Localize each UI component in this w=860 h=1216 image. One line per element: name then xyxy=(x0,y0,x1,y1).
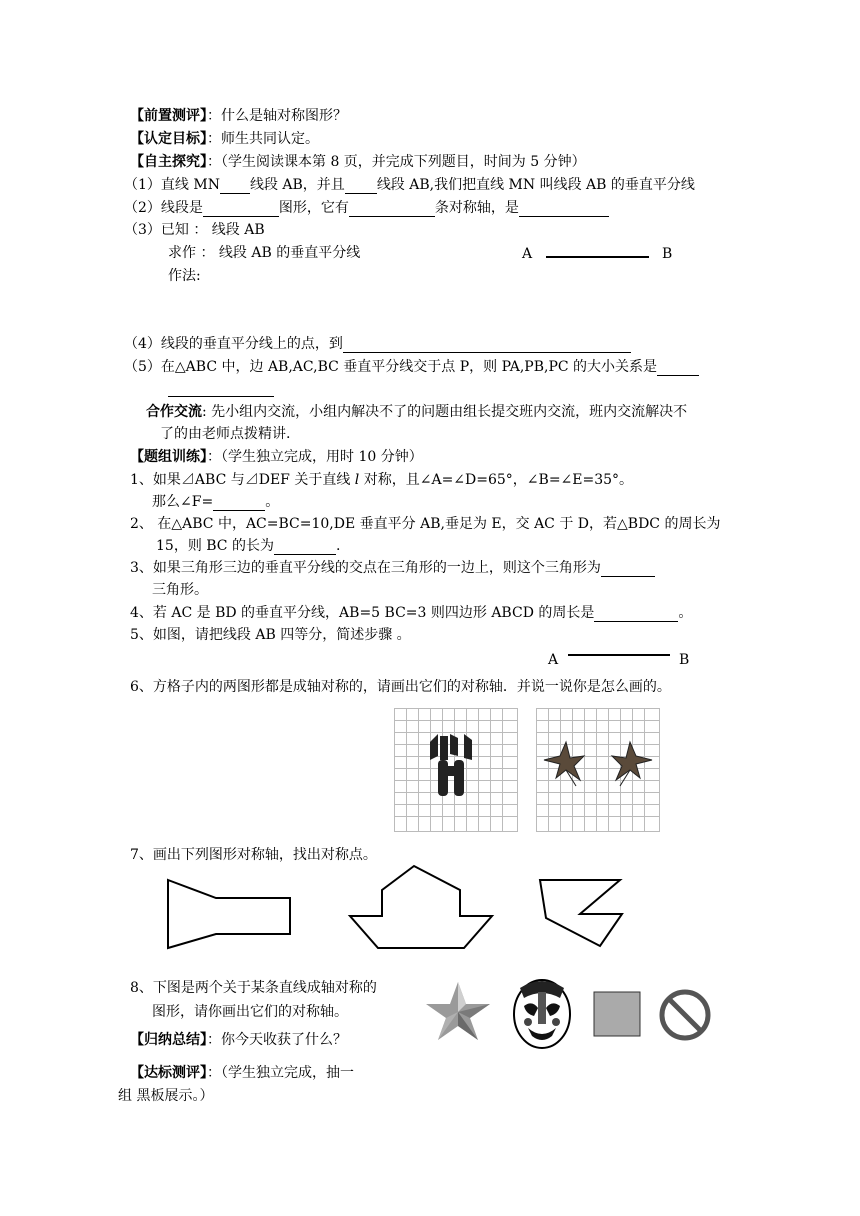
opera-mask-icon xyxy=(514,980,570,1048)
grid-figure-left xyxy=(394,708,518,832)
e3-point-b: B xyxy=(662,246,673,262)
explore-item-1 xyxy=(124,176,695,194)
e3-given: （3）已知 ： 线段 AB xyxy=(124,222,265,238)
e1-text-b: 线段 AB，并且 xyxy=(249,177,345,193)
blank[interactable] xyxy=(657,361,699,376)
q7-figures xyxy=(160,862,660,952)
q1-text-d: 。 xyxy=(265,494,280,510)
explore-item-5 xyxy=(124,358,699,376)
goal-label: 【认定目标】 xyxy=(130,131,207,147)
prohibition-icon xyxy=(662,992,708,1038)
train-text: ：（学生独立完成，用时 10 分钟） xyxy=(207,449,423,465)
q3-text-a: 3、如果三角形三边的垂直平分线的交点在三角形的一边上，则这个三角形为 xyxy=(130,560,601,576)
e4-text: （4）线段的垂直平分线上的点，到 xyxy=(124,336,343,352)
e2-text-a: （2）线段是 xyxy=(124,200,203,216)
segment-ab xyxy=(546,256,649,258)
goal-text: ：师生共同认定。 xyxy=(207,131,319,147)
test-line-2: 组 黑板展示。） xyxy=(118,1088,214,1104)
blank[interactable] xyxy=(213,496,265,511)
segment-ab-q5 xyxy=(568,654,670,656)
blank[interactable] xyxy=(203,202,279,217)
grid-figure-right xyxy=(536,708,660,832)
q1-line-l: l xyxy=(354,472,360,488)
explore-text: ：（学生阅读课本第 8 页，并完成下列题目，时间为 5 分钟） xyxy=(207,154,586,170)
test-label: 【达标测评】 xyxy=(130,1065,207,1081)
e3-construct: 求作 ： 线段 AB 的垂直平分线 xyxy=(168,245,361,261)
blank[interactable] xyxy=(274,540,336,555)
q2-line: 2、 在△ABC 中，AC=BC=10,DE 垂直平分 AB,垂足为 E，交 AC 于 D，若△BDC 的周长为 xyxy=(130,516,721,532)
q8-line: 8、下图是两个关于某条直线成轴对称的 xyxy=(130,980,377,996)
summary-label: 【归纳总结】 xyxy=(130,1032,207,1048)
q3-line-2: 三角形。 xyxy=(152,582,208,598)
blank[interactable] xyxy=(345,179,377,194)
preview-label: 【前置测评】 xyxy=(130,108,207,124)
explore-item-2 xyxy=(124,199,609,217)
explore-item-4 xyxy=(124,335,631,353)
q7-shape-3 xyxy=(540,880,622,946)
q5-point-a: A xyxy=(548,652,559,668)
blank[interactable] xyxy=(519,202,609,217)
q2-line-2 xyxy=(156,537,340,555)
star-icon xyxy=(426,982,490,1040)
q7-shape-1 xyxy=(168,880,290,948)
summary-text: ：你今天收获了什么？ xyxy=(207,1032,347,1048)
q4-text-b: 。 xyxy=(678,605,693,621)
q7-line: 7、画出下列图形对称轴，找出对称点。 xyxy=(130,847,377,863)
summary-line xyxy=(130,1031,347,1049)
q4-line xyxy=(130,604,692,622)
q1-text-c: 那么∠F= xyxy=(152,494,214,510)
explore-line xyxy=(130,153,586,171)
square-icon xyxy=(594,992,640,1036)
test-line xyxy=(130,1064,354,1082)
e2-text-c: 条对称轴，是 xyxy=(434,200,519,216)
coop-line-2: 了的由老师点拨精讲. xyxy=(160,426,291,442)
q3-line xyxy=(130,559,655,577)
blank[interactable] xyxy=(594,607,678,622)
e1-text-c: 线段 AB,我们把直线 MN 叫线段 AB 的垂直平分线 xyxy=(376,177,695,193)
test-text: ：（学生独立完成，抽一 xyxy=(207,1065,354,1081)
preview-line xyxy=(130,107,347,125)
blank[interactable] xyxy=(349,202,435,217)
q1-line-2 xyxy=(152,493,279,511)
blank[interactable] xyxy=(220,179,250,194)
q1-text-b: 对称，且∠A=∠D=65°，∠B=∠E=35°。 xyxy=(359,472,634,488)
q8-figures xyxy=(424,978,714,1050)
coop-text: : 先小组内交流，小组内解决不了的问题由组长提交班内交流，班内交流解决不 xyxy=(202,404,688,420)
blank[interactable] xyxy=(168,396,274,397)
q5-point-b: B xyxy=(679,652,690,668)
q2-text-b: 15，则 BC 的长为 xyxy=(156,538,274,554)
q7-shape-2 xyxy=(350,866,492,948)
e2-text-b: 图形，它有 xyxy=(278,200,349,216)
e3-method: 作法: xyxy=(168,268,201,284)
blank[interactable] xyxy=(601,562,655,577)
train-label: 【题组训练】 xyxy=(130,449,207,465)
e1-text-a: （1）直线 MN xyxy=(124,177,220,193)
train-line xyxy=(130,448,423,466)
preview-text: ：什么是轴对称图形？ xyxy=(207,108,347,124)
coop-label: 合作交流 xyxy=(146,404,202,420)
e5-text: （5）在△ABC 中，边 AB,AC,BC 垂直平分线交于点 P，则 PA,PB,PC 的大小关系是 xyxy=(124,359,658,375)
coop-line xyxy=(146,403,687,421)
q1-line xyxy=(130,471,633,489)
q6-line: 6、方格子内的两图形都是成轴对称的，请画出它们的对称轴．并说一说你是怎么画的。 xyxy=(130,679,671,695)
q4-text-a: 4、若 AC 是 BD 的垂直平分线，AB=5 BC=3 则四边形 ABCD 的周长是 xyxy=(130,605,595,621)
explore-label: 【自主探究】 xyxy=(130,154,207,170)
e3-point-a: A xyxy=(522,246,533,262)
blank[interactable] xyxy=(343,338,631,353)
q1-text-a: 1、如果⊿ABC 与⊿DEF 关于直线 xyxy=(130,472,355,488)
q5-line: 5、如图，请把线段 AB 四等分，简述步骤 。 xyxy=(130,627,411,643)
q2-text-c: . xyxy=(335,538,341,554)
goal-line xyxy=(130,130,319,148)
q8-line-2: 图形，请你画出它们的对称轴。 xyxy=(152,1004,348,1020)
